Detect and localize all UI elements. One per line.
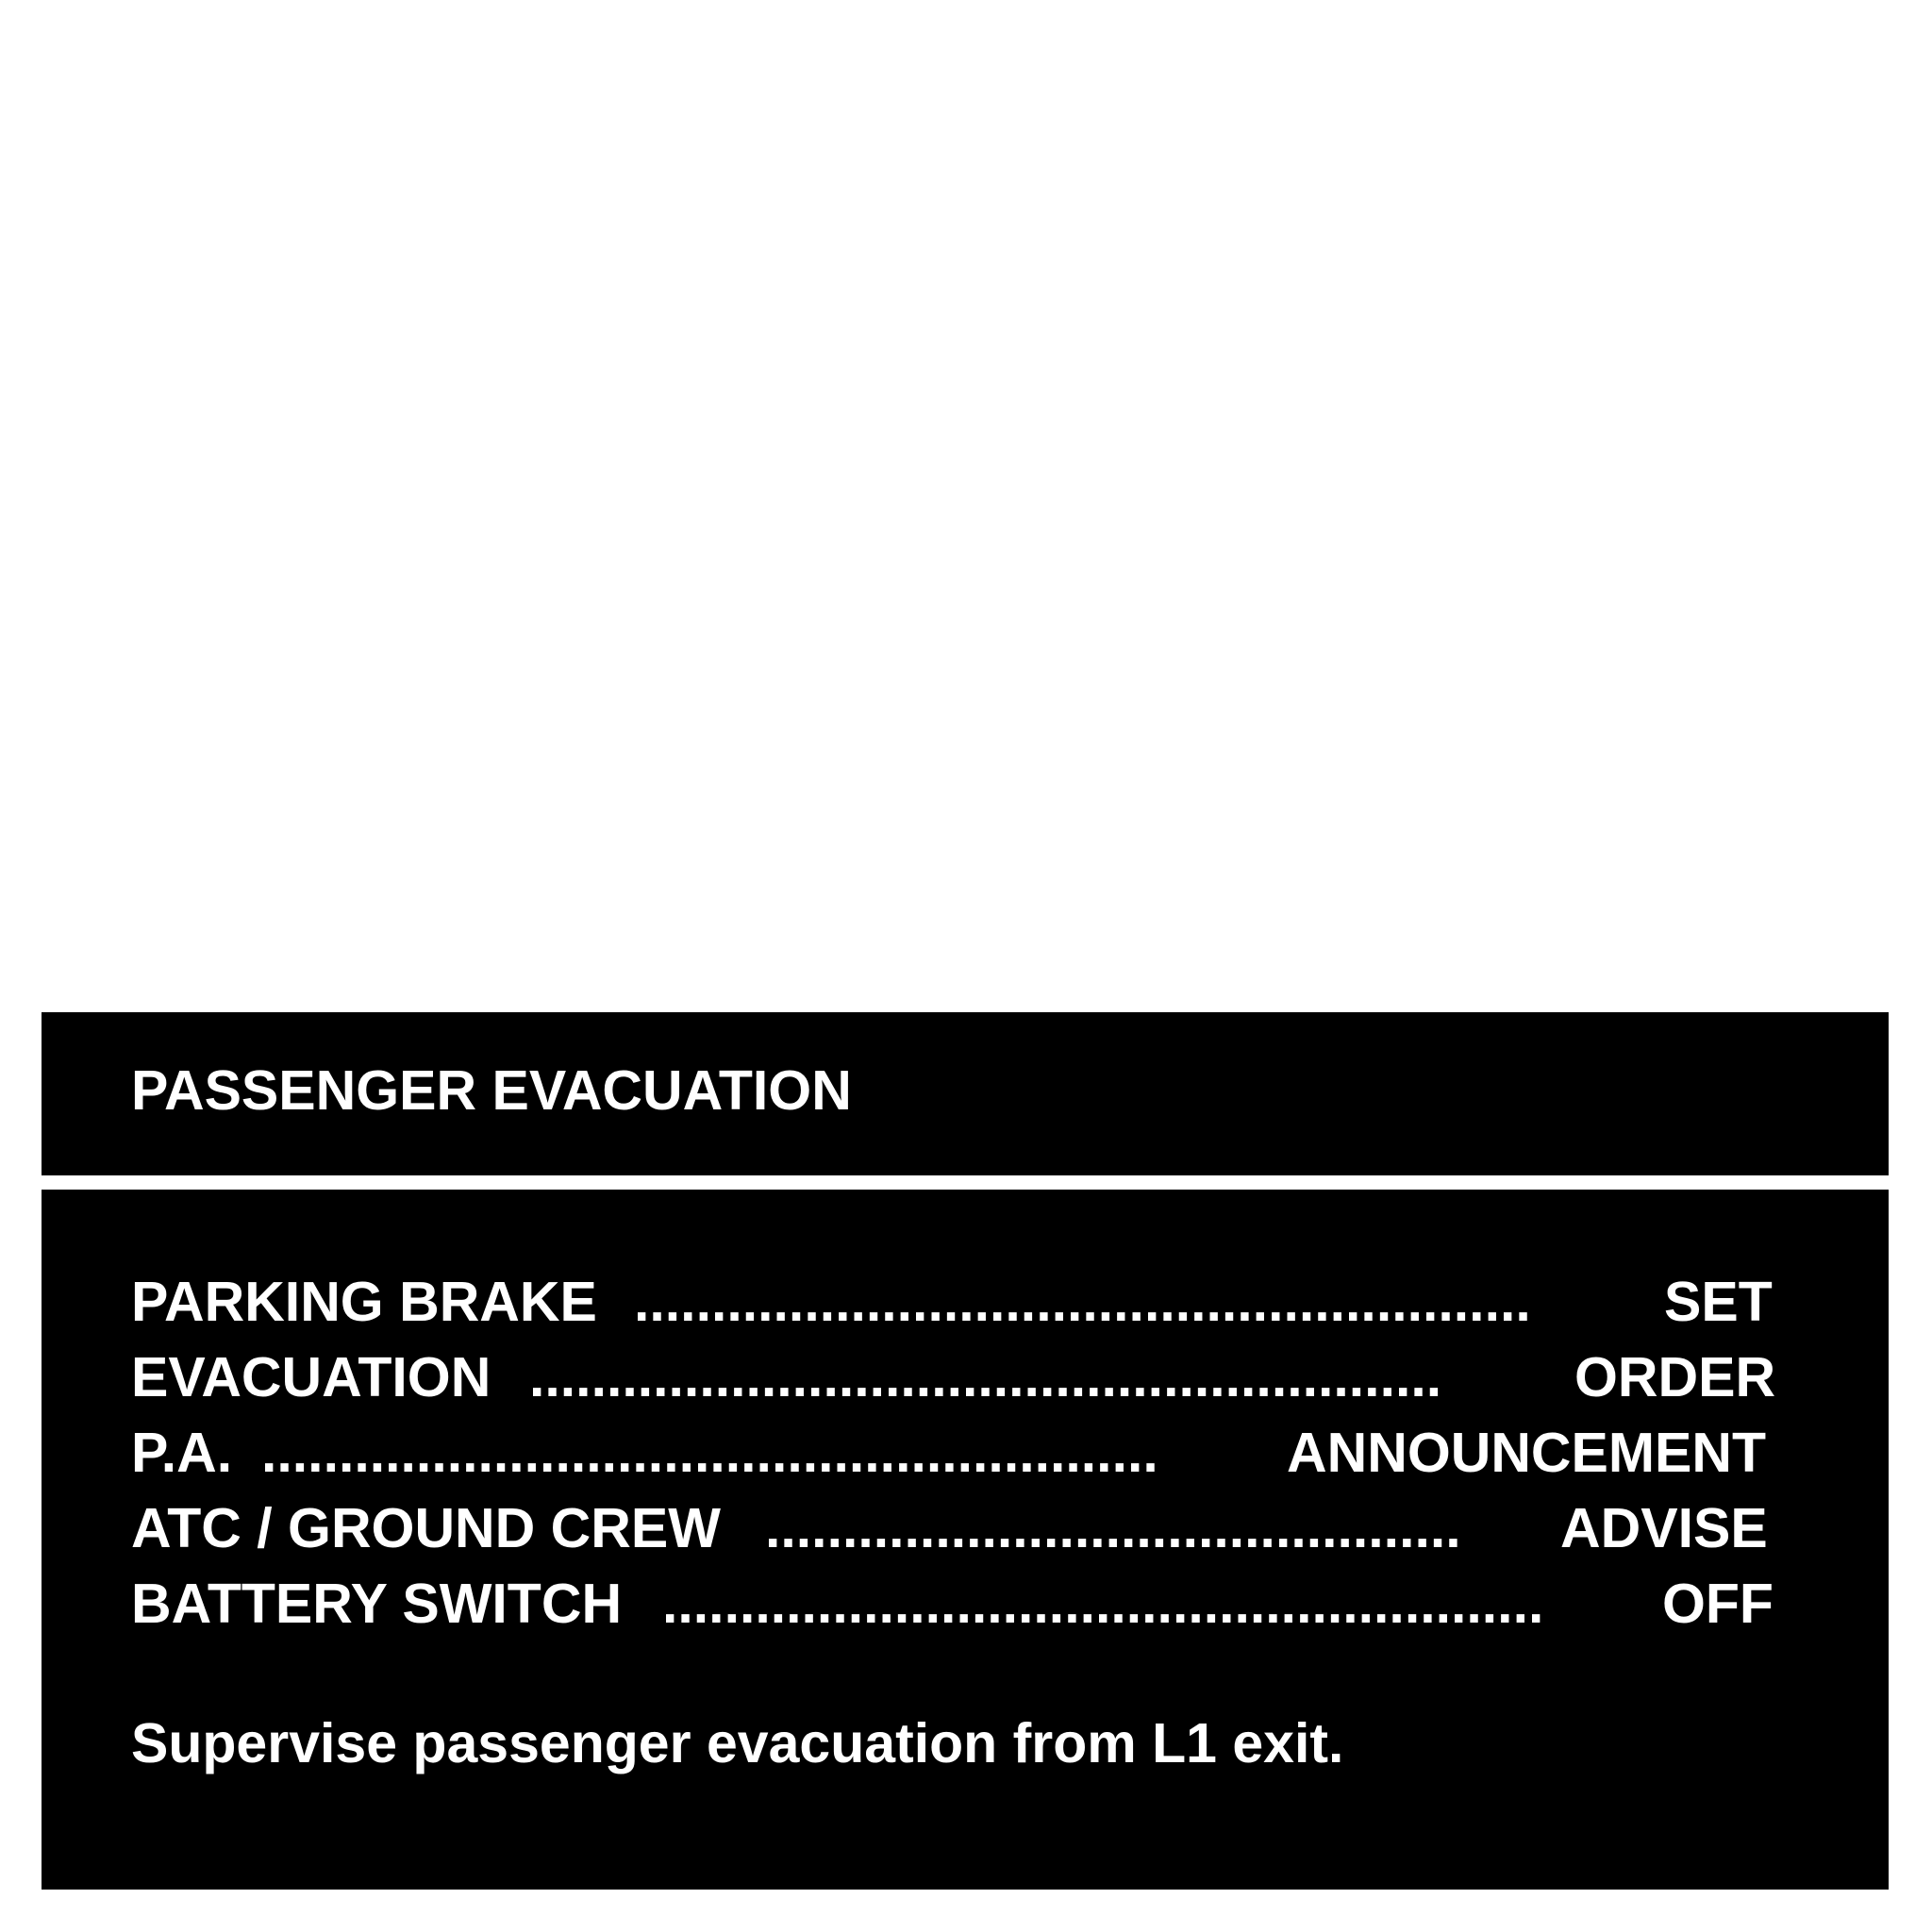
checklist-body-panel <box>42 1190 1889 1890</box>
checklist-item-action: OFF <box>1662 1573 1774 1635</box>
checklist-leader-dots: ........................................................... <box>529 1346 1442 1408</box>
checklist-header-panel <box>42 1012 1889 1175</box>
checklist-item-action: SET <box>1664 1271 1773 1333</box>
checklist-item-label: PARKING BRAKE <box>131 1271 597 1333</box>
checklist-item-label: ATC / GROUND CREW <box>131 1497 721 1559</box>
checklist-item-label: BATTERY SWITCH <box>131 1573 623 1635</box>
checklist-row-atc-ground-crew <box>131 1491 1829 1566</box>
checklist-item-label: P.A. <box>131 1422 233 1484</box>
checklist-leader-dots: .......................................................... <box>261 1422 1158 1484</box>
checklist-title: PASSENGER EVACUATION <box>131 1059 852 1122</box>
checklist-item-action: ADVISE <box>1560 1497 1768 1559</box>
checklist-note: Supervise passenger evacuation from L1 exit. <box>131 1712 1344 1774</box>
checklist-item-label: EVACUATION <box>131 1346 491 1408</box>
checklist-leader-dots: .......................................................... <box>634 1271 1531 1333</box>
checklist-row-parking-brake <box>131 1264 1829 1340</box>
checklist-leader-dots: ............................................. <box>765 1497 1461 1559</box>
checklist-row-battery-switch <box>131 1566 1829 1641</box>
checklist-item-action: ANNOUNCEMENT <box>1287 1422 1767 1484</box>
checklist-item-action: ORDER <box>1574 1346 1776 1408</box>
checklist-row-pa <box>131 1415 1829 1491</box>
checklist-row-evacuation <box>131 1340 1829 1415</box>
checklist-leader-dots: ......................................................... <box>662 1573 1544 1635</box>
checklist-items <box>131 1264 1829 1641</box>
